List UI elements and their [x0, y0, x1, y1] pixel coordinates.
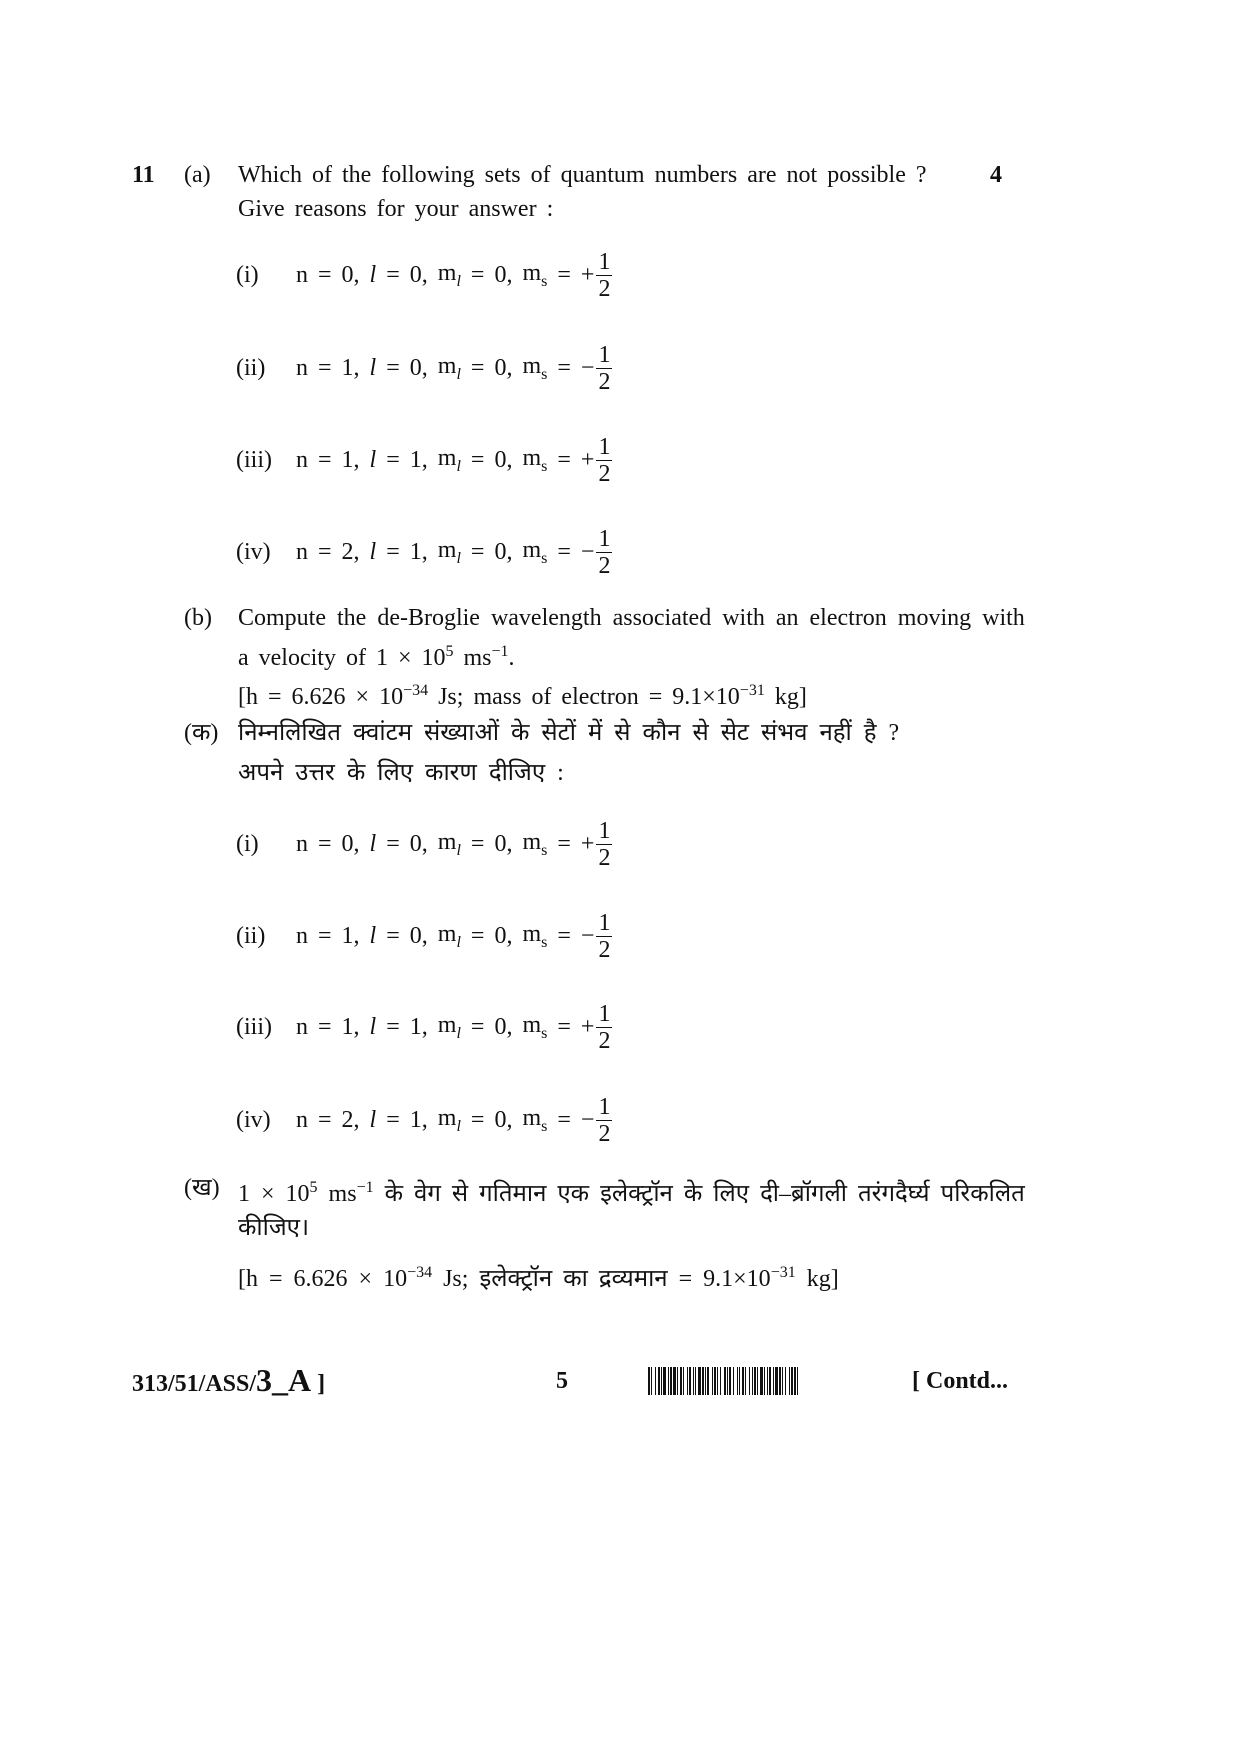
comma: ,: [506, 923, 513, 949]
equals-sign: =: [470, 923, 485, 949]
m-letter: m: [522, 829, 542, 856]
part-b-given-mid: Js; mass of electron = 9.1×10: [428, 684, 740, 710]
equals-sign: =: [470, 355, 485, 381]
n-value: 1: [341, 355, 354, 381]
part-kha-given-exp2: −31: [770, 1264, 796, 1281]
comma: ,: [421, 262, 428, 288]
equals-sign: =: [470, 1014, 485, 1040]
comma: ,: [506, 1014, 513, 1040]
part-kha-line1: [238, 1173, 1025, 1209]
equals-sign: =: [557, 1014, 571, 1040]
contd-label: [ Contd...: [912, 1368, 1009, 1394]
equals-sign: =: [386, 1014, 400, 1040]
denominator: 2: [598, 1028, 611, 1054]
ms-symbol: [522, 445, 547, 476]
n-value: 1: [341, 447, 354, 473]
fraction-half: [596, 342, 612, 395]
question-number: 11: [132, 162, 155, 188]
equals-sign: =: [386, 1107, 400, 1133]
ml-value: 0: [494, 539, 507, 565]
denominator: 2: [598, 1121, 611, 1147]
equals-sign: =: [470, 831, 485, 857]
set-label: (ii): [236, 355, 266, 381]
n-value: 0: [341, 831, 354, 857]
sign: −: [580, 355, 595, 381]
n-symbol: n: [296, 1107, 308, 1133]
equals-sign: =: [557, 539, 571, 565]
comma: ,: [506, 539, 513, 565]
ms-symbol: [522, 353, 547, 384]
ms-symbol: [522, 260, 547, 291]
ml-symbol: [438, 353, 461, 384]
part-a-line1: Which of the following sets of quantum numbers are not possible ?: [238, 162, 927, 188]
s-subscript: s: [541, 365, 548, 383]
sign: −: [580, 1107, 595, 1133]
paper-code: [132, 1362, 325, 1399]
fraction-half: [596, 818, 612, 871]
part-kha-line1-rest: के वेग से गतिमान एक इलेक्ट्रॉन के लिए दी–ब्रॉगली तरंगदैर्घ्य परिकलित: [373, 1181, 1025, 1207]
equals-sign: =: [557, 262, 571, 288]
n-symbol: n: [296, 355, 308, 381]
quantum-set-row: [236, 249, 612, 302]
part-ka-line2: अपने उत्तर के लिए कारण दीजिए :: [238, 760, 564, 786]
equals-sign: =: [318, 539, 332, 565]
part-kha-given: [238, 1258, 839, 1294]
part-b-label: (b): [184, 605, 212, 631]
ms-symbol: [522, 921, 547, 952]
ml-symbol: [438, 829, 461, 860]
n-symbol: n: [296, 447, 308, 473]
s-subscript: s: [541, 933, 548, 951]
ml-symbol: [438, 260, 461, 291]
fraction-half: [596, 434, 612, 487]
l-symbol: l: [369, 923, 377, 949]
numerator: 1: [598, 1094, 611, 1120]
numerator: 1: [598, 910, 611, 936]
l-subscript: l: [456, 841, 461, 859]
n-symbol: n: [296, 923, 308, 949]
denominator: 2: [598, 553, 611, 579]
part-b-given: [238, 676, 807, 712]
equals-sign: =: [386, 262, 400, 288]
page-number: 5: [556, 1368, 568, 1394]
sign: +: [580, 831, 595, 857]
ml-value: 0: [494, 923, 507, 949]
n-value: 2: [341, 539, 354, 565]
s-subscript: s: [541, 841, 548, 859]
quantum-set-row: [236, 342, 612, 395]
sign: +: [580, 1014, 595, 1040]
question-marks: 4: [990, 162, 1002, 188]
m-letter: m: [522, 537, 542, 564]
n-symbol: n: [296, 831, 308, 857]
part-b-line1: Compute the de-Broglie wavelength associated with an electron moving with: [238, 605, 1025, 631]
set-label: (i): [236, 831, 259, 857]
m-letter: m: [522, 1105, 542, 1132]
part-kha-given-pre: [h = 6.626 × 10: [238, 1266, 408, 1292]
comma: ,: [353, 262, 360, 288]
denominator: 2: [598, 845, 611, 871]
m-letter: m: [522, 260, 542, 287]
n-value: 0: [341, 262, 354, 288]
equals-sign: =: [470, 447, 485, 473]
l-symbol: l: [369, 1107, 377, 1133]
m-letter: m: [437, 1105, 457, 1132]
part-a-label: (a): [184, 162, 211, 188]
l-subscript: l: [456, 1117, 461, 1135]
ms-symbol: [522, 1012, 547, 1043]
denominator: 2: [598, 276, 611, 302]
paper-code-big: 3_A: [256, 1362, 312, 1398]
n-symbol: n: [296, 262, 308, 288]
equals-sign: =: [386, 355, 400, 381]
l-value: 0: [409, 262, 422, 288]
part-b-given-pre: [h = 6.626 × 10: [238, 684, 404, 710]
part-b-line2-exp: 5: [445, 643, 454, 660]
equals-sign: =: [557, 923, 571, 949]
comma: ,: [421, 355, 428, 381]
paper-code-suffix: ]: [311, 1371, 326, 1397]
ml-value: 0: [494, 831, 507, 857]
equals-sign: =: [470, 1107, 485, 1133]
part-kha-line1-exp: 5: [309, 1179, 318, 1196]
l-symbol: l: [369, 539, 377, 565]
part-kha-line2: कीजिए।: [238, 1215, 310, 1241]
ms-symbol: [522, 829, 547, 860]
ml-value: 0: [494, 262, 507, 288]
denominator: 2: [598, 937, 611, 963]
part-b-line2-pre: a velocity of 1 × 10: [238, 645, 446, 671]
l-value: 1: [409, 447, 422, 473]
quantum-set-row: [236, 910, 612, 963]
n-symbol: n: [296, 1014, 308, 1040]
m-letter: m: [437, 1012, 457, 1039]
fraction-half: [596, 526, 612, 579]
numerator: 1: [598, 526, 611, 552]
comma: ,: [421, 447, 428, 473]
comma: ,: [353, 539, 360, 565]
l-symbol: l: [369, 831, 377, 857]
comma: ,: [353, 831, 360, 857]
s-subscript: s: [541, 272, 548, 290]
set-label: (iv): [236, 1107, 271, 1133]
part-kha-line1-unit-exp: −1: [356, 1179, 374, 1196]
quantum-set-row: [236, 526, 612, 579]
part-b-line2-end: .: [508, 645, 515, 671]
comma: ,: [506, 447, 513, 473]
part-kha-given-exp1: −34: [407, 1264, 433, 1281]
numerator: 1: [598, 249, 611, 275]
m-letter: m: [522, 921, 542, 948]
m-letter: m: [437, 353, 457, 380]
equals-sign: =: [386, 923, 400, 949]
fraction-half: [596, 249, 612, 302]
equals-sign: =: [557, 355, 571, 381]
quantum-set-row: [236, 1094, 612, 1147]
m-letter: m: [437, 260, 457, 287]
l-symbol: l: [369, 447, 377, 473]
ml-symbol: [438, 1105, 461, 1136]
set-label: (iii): [236, 447, 272, 473]
part-kha-given-end: kg]: [795, 1266, 839, 1292]
l-value: 1: [409, 1107, 422, 1133]
comma: ,: [353, 1107, 360, 1133]
n-symbol: n: [296, 539, 308, 565]
comma: ,: [421, 539, 428, 565]
ms-symbol: [522, 537, 547, 568]
s-subscript: s: [541, 1117, 548, 1135]
numerator: 1: [598, 342, 611, 368]
comma: ,: [506, 1107, 513, 1133]
barcode: [648, 1367, 801, 1395]
part-ka-line1: निम्नलिखित क्वांटम संख्याओं के सेटों में से कौन से सेट संभव नहीं है ?: [238, 720, 900, 746]
m-letter: m: [437, 921, 457, 948]
equals-sign: =: [318, 447, 332, 473]
comma: ,: [421, 1107, 428, 1133]
equals-sign: =: [386, 447, 400, 473]
ml-value: 0: [494, 355, 507, 381]
sign: +: [580, 262, 595, 288]
part-kha-given-mid: Js; इलेक्ट्रॉन का द्रव्यमान = 9.1×10: [432, 1266, 771, 1292]
equals-sign: =: [470, 539, 485, 565]
part-b-given-end: kg]: [764, 684, 807, 710]
ml-symbol: [438, 1012, 461, 1043]
equals-sign: =: [470, 262, 485, 288]
set-label: (iv): [236, 539, 271, 565]
ml-value: 0: [494, 1107, 507, 1133]
l-value: 0: [409, 831, 422, 857]
part-b-given-exp2: −31: [739, 682, 765, 699]
denominator: 2: [598, 369, 611, 395]
equals-sign: =: [318, 1107, 332, 1133]
m-letter: m: [522, 445, 542, 472]
sign: +: [580, 447, 595, 473]
comma: ,: [506, 831, 513, 857]
part-ka-label: (क): [184, 720, 219, 746]
l-value: 1: [409, 1014, 422, 1040]
denominator: 2: [598, 461, 611, 487]
set-label: (iii): [236, 1014, 272, 1040]
ml-symbol: [438, 445, 461, 476]
quantum-set-row: [236, 818, 612, 871]
comma: ,: [353, 1014, 360, 1040]
n-value: 1: [341, 1014, 354, 1040]
l-symbol: l: [369, 1014, 377, 1040]
quantum-set-row: [236, 434, 612, 487]
l-subscript: l: [456, 549, 461, 567]
ml-symbol: [438, 537, 461, 568]
equals-sign: =: [318, 923, 332, 949]
comma: ,: [421, 923, 428, 949]
m-letter: m: [437, 445, 457, 472]
numerator: 1: [598, 434, 611, 460]
part-kha-label: (ख): [184, 1175, 220, 1201]
part-b-line2-unit: ms: [453, 645, 492, 671]
equals-sign: =: [557, 447, 571, 473]
equals-sign: =: [386, 539, 400, 565]
equals-sign: =: [318, 1014, 332, 1040]
l-subscript: l: [456, 272, 461, 290]
paper-code-prefix: 313/51/ASS/: [132, 1371, 257, 1397]
part-kha-line1-pre: 1 × 10: [238, 1181, 310, 1207]
l-value: 0: [409, 923, 422, 949]
comma: ,: [353, 447, 360, 473]
quantum-set-row: [236, 1001, 612, 1054]
part-a-line2: Give reasons for your answer :: [238, 196, 554, 222]
s-subscript: s: [541, 457, 548, 475]
l-subscript: l: [456, 365, 461, 383]
n-value: 1: [341, 923, 354, 949]
equals-sign: =: [557, 1107, 571, 1133]
comma: ,: [353, 355, 360, 381]
equals-sign: =: [318, 262, 332, 288]
set-label: (i): [236, 262, 259, 288]
fraction-half: [596, 1094, 612, 1147]
ml-value: 0: [494, 447, 507, 473]
set-label: (ii): [236, 923, 266, 949]
fraction-half: [596, 1001, 612, 1054]
l-subscript: l: [456, 1024, 461, 1042]
l-symbol: l: [369, 355, 377, 381]
comma: ,: [421, 1014, 428, 1040]
m-letter: m: [522, 1012, 542, 1039]
ml-symbol: [438, 921, 461, 952]
comma: ,: [506, 262, 513, 288]
l-value: 1: [409, 539, 422, 565]
l-subscript: l: [456, 457, 461, 475]
comma: ,: [353, 923, 360, 949]
numerator: 1: [598, 818, 611, 844]
ms-symbol: [522, 1105, 547, 1136]
equals-sign: =: [386, 831, 400, 857]
fraction-half: [596, 910, 612, 963]
s-subscript: s: [541, 1024, 548, 1042]
m-letter: m: [522, 353, 542, 380]
comma: ,: [506, 355, 513, 381]
ml-value: 0: [494, 1014, 507, 1040]
n-value: 2: [341, 1107, 354, 1133]
m-letter: m: [437, 537, 457, 564]
part-b-line2: [238, 637, 515, 673]
part-b-line2-unit-exp: −1: [491, 643, 509, 660]
part-b-given-exp1: −34: [403, 682, 429, 699]
numerator: 1: [598, 1001, 611, 1027]
equals-sign: =: [318, 831, 332, 857]
equals-sign: =: [557, 831, 571, 857]
comma: ,: [421, 831, 428, 857]
sign: −: [580, 923, 595, 949]
s-subscript: s: [541, 549, 548, 567]
m-letter: m: [437, 829, 457, 856]
part-kha-line1-unit: ms: [317, 1181, 357, 1207]
l-symbol: l: [369, 262, 377, 288]
equals-sign: =: [318, 355, 332, 381]
l-value: 0: [409, 355, 422, 381]
l-subscript: l: [456, 933, 461, 951]
sign: −: [580, 539, 595, 565]
